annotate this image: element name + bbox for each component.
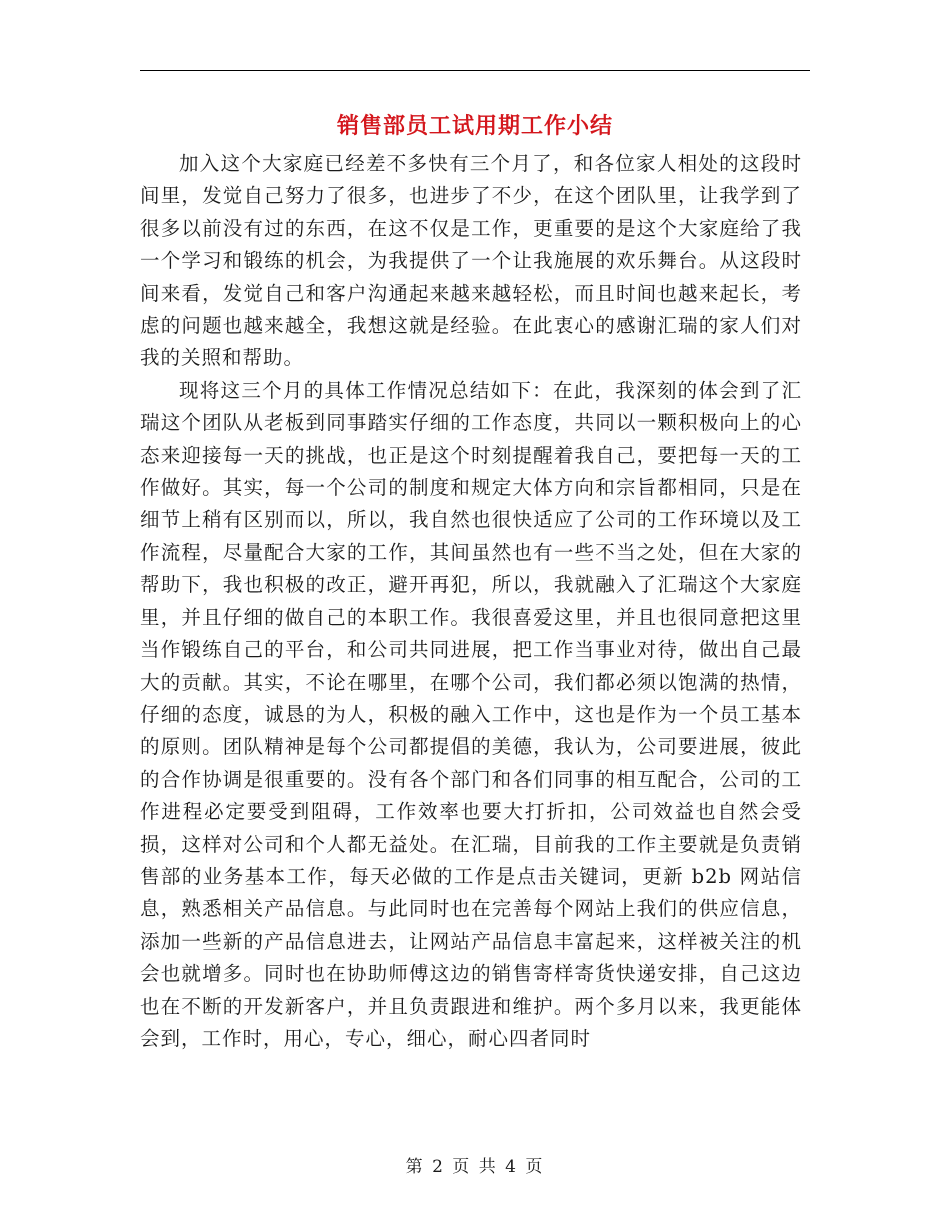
page-footer (0, 1152, 950, 1177)
paragraph-1: 加入这个大家庭已经差不多快有三个月了，和各位家人相处的这段时间里，发觉自己努力了很多，也进步了不少，在这个团队里，让我学到了很多以前没有过的东西，在这不仅是工作，更重要的是这个大家庭给了我一个学习和锻练的机会，为我提供了一个让我施展的欢乐舞台。从这段时间来看，发觉自己和客户沟通起来越来越轻松，而且时间也越来起长，考虑的问题也越来越全，我想这就是经验。在此衷心的感谢汇瑞的家人们对我的关照和帮助。 (140, 152, 802, 370)
footer-current-page: 2 (432, 1157, 445, 1177)
document-body (140, 148, 802, 1055)
footer-prefix: 第 (405, 1157, 425, 1177)
footer-suffix: 页 (525, 1157, 545, 1177)
footer-total-pages: 4 (505, 1157, 518, 1177)
paragraph-2: 现将这三个月的具体工作情况总结如下：在此，我深刻的体会到了汇瑞这个团队从老板到同事踏实仔细的工作态度，共同以一颗积极向上的心态来迎接每一天的挑战，也正是这个时刻提醒着我自己，要把每一天的工作做好。其实，每一个公司的制度和规定大体方向和宗旨都相同，只是在细节上稍有区别而以，所以，我自然也很快适应了公司的工作环境以及工作流程，尽量配合大家的工作，其间虽然也有一些不当之处，但在大家的帮助下，我也积极的改正，避开再犯，所以，我就融入了汇瑞这个大家庭里，并且仔细的做自己的本职工作。我很喜爱这里，并且也很同意把这里当作锻练自己的平台，和公司共同进展，把工作当事业对待，做出自己最大的贡献。其实，不论在哪里，在哪个公司，我们都必须以饱满的热情，仔细的态度，诚恳的为人，积极的融入工作中，这也是作为一个员工基本的原则。团队精神是每个公司都提倡的美德，我认为，公司要进展，彼此的合作协调是很重要的。没有各个部门和各们同事的相互配合，公司的工作进程必定要受到阻碍，工作效率也要大打折扣，公司效益也自然会受损，这样对公司和个人都无益处。在汇瑞，目前我的工作主要就是负责销售部的业务基本工作，每天必做的工作是点击关键词，更新 b2b 网站信息，熟悉相关产品信息。与此同时也在完善每个网站上我们的供应信息，添加一些新的产品信息进去，让网站产品信息丰富起来，这样被关注的机会也就增多。同时也在协助师傅这边的销售寄样寄货快递安排，自己这边也在不断的开发新客户，并且负责跟进和维护。两个多月以来，我更能体会到，工作时，用心，专心，细心，耐心四者同时 (140, 378, 802, 1050)
footer-middle: 页 共 (452, 1157, 498, 1177)
header-rule (140, 70, 810, 71)
document-title: 销售部员工试用期工作小结 (336, 113, 613, 139)
